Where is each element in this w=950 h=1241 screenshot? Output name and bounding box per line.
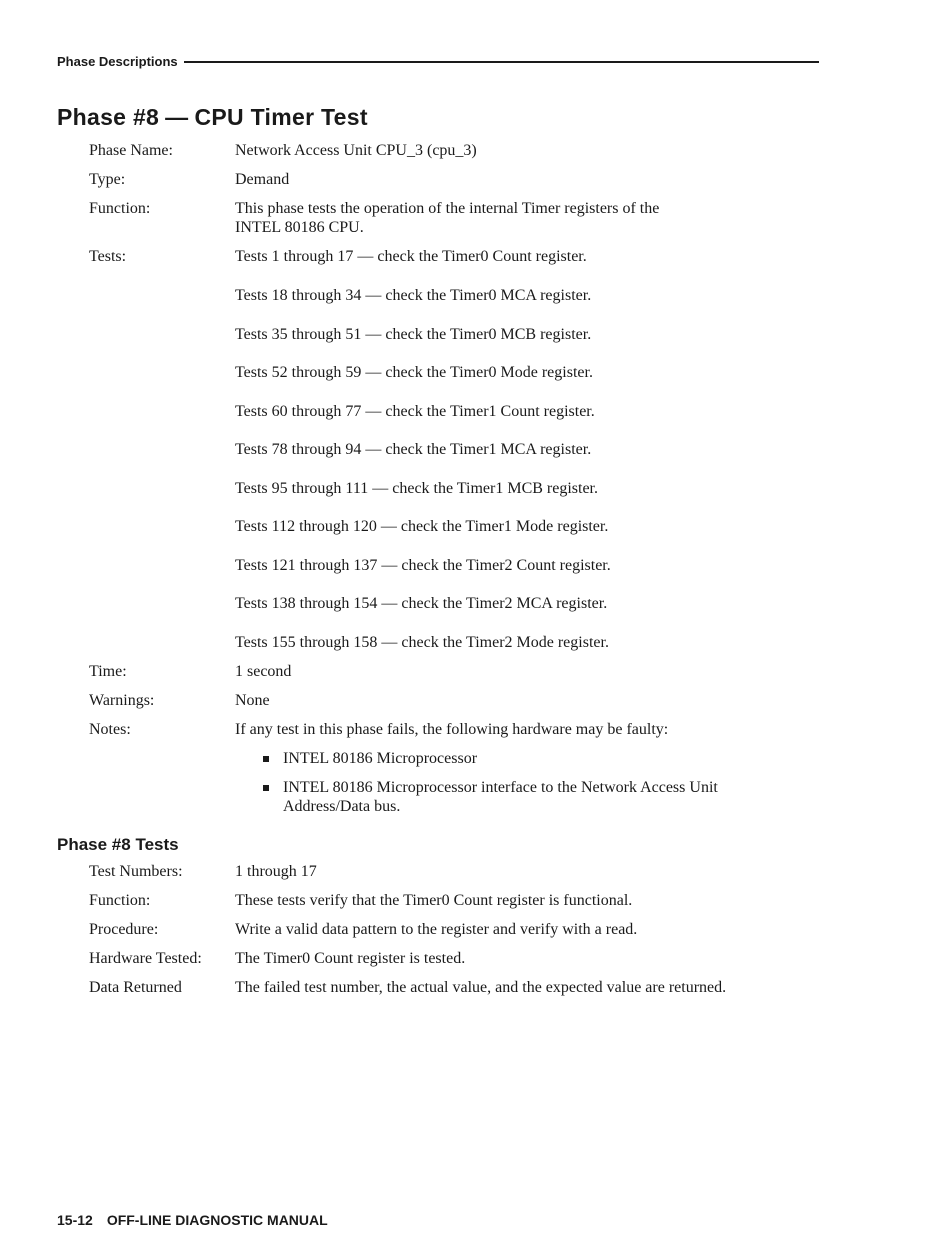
function-label: Function: [89, 200, 151, 217]
procedure-label: Procedure: [89, 921, 159, 938]
test-range-item: Tests 121 through 137 — check the Timer2 Count register. [235, 557, 611, 574]
function-value-line1: This phase tests the operation of the internal Timer registers of the [235, 200, 660, 217]
warnings-value: None [235, 692, 270, 709]
hardware-tested-value: The Timer0 Count register is tested. [235, 950, 466, 967]
procedure-value: Write a valid data pattern to the register and verify with a read. [235, 921, 638, 938]
tests-function-value: These tests verify that the Timer0 Count register is functional. [235, 892, 633, 909]
phase-name-heading: CPU Timer Test [194, 104, 368, 130]
manual-title: OFF-LINE DIAGNOSTIC MANUAL [106, 1212, 328, 1228]
bullet-square-icon [263, 756, 269, 762]
running-header-title: Phase Descriptions [57, 53, 178, 69]
header-rule [184, 61, 819, 63]
notes-label: Notes: [89, 721, 131, 738]
warnings-label: Warnings: [89, 692, 155, 709]
data-returned-label: Data Returned [89, 979, 182, 996]
test-range-item: Tests 52 through 59 — check the Timer0 Mode register. [235, 364, 593, 381]
function-value-line2: INTEL 80186 CPU. [235, 219, 364, 236]
title-dash: — [165, 104, 189, 130]
test-range-item: Tests 155 through 158 — check the Timer2 Mode register. [235, 634, 609, 651]
time-value: 1 second [235, 663, 292, 680]
page-number: 15-12 [57, 1212, 93, 1228]
test-range-item: Tests 18 through 34 — check the Timer0 MCA register. [235, 287, 592, 304]
phase-number: Phase #8 [57, 104, 160, 130]
test-range-item: Tests 35 through 51 — check the Timer0 MCB register. [235, 326, 592, 343]
phase-title [57, 104, 368, 131]
phase-name-value: Network Access Unit CPU_3 (cpu_3) [235, 142, 477, 159]
test-numbers-label: Test Numbers: [89, 863, 183, 880]
bullet-text: INTEL 80186 Microprocessor [283, 750, 478, 767]
time-label: Time: [89, 663, 127, 680]
notes-value: If any test in this phase fails, the following hardware may be faulty: [235, 721, 669, 738]
tests-label: Tests: [89, 248, 127, 265]
test-range-item: Tests 95 through 111 — check the Timer1 MCB register. [235, 480, 598, 497]
data-returned-value: The failed test number, the actual value, and the expected value are returned. [235, 979, 727, 996]
page-footer [57, 1212, 328, 1228]
test-range-item: Tests 138 through 154 — check the Timer2 MCA register. [235, 595, 608, 612]
running-header [57, 52, 819, 70]
hardware-tested-label: Hardware Tested: [89, 950, 202, 967]
tests-section-heading: Phase #8 Tests [57, 835, 179, 854]
test-numbers-value: 1 through 17 [235, 863, 317, 880]
bullet-text: INTEL 80186 Microprocessor interface to the Network Access Unit Address/Data bus. [283, 779, 718, 815]
test-range-item: Tests 1 through 17 — check the Timer0 Count register. [235, 248, 587, 265]
notes-bullet-item [263, 749, 783, 768]
tests-function-label: Function: [89, 892, 151, 909]
bullet-square-icon [263, 785, 269, 791]
notes-bullet-item [263, 778, 783, 816]
phase-name-label: Phase Name: [89, 142, 173, 159]
test-range-item: Tests 60 through 77 — check the Timer1 Count register. [235, 403, 595, 420]
type-value: Demand [235, 171, 290, 188]
test-range-item: Tests 112 through 120 — check the Timer1 Mode register. [235, 518, 609, 535]
test-range-item: Tests 78 through 94 — check the Timer1 MCA register. [235, 441, 592, 458]
type-label: Type: [89, 171, 126, 188]
